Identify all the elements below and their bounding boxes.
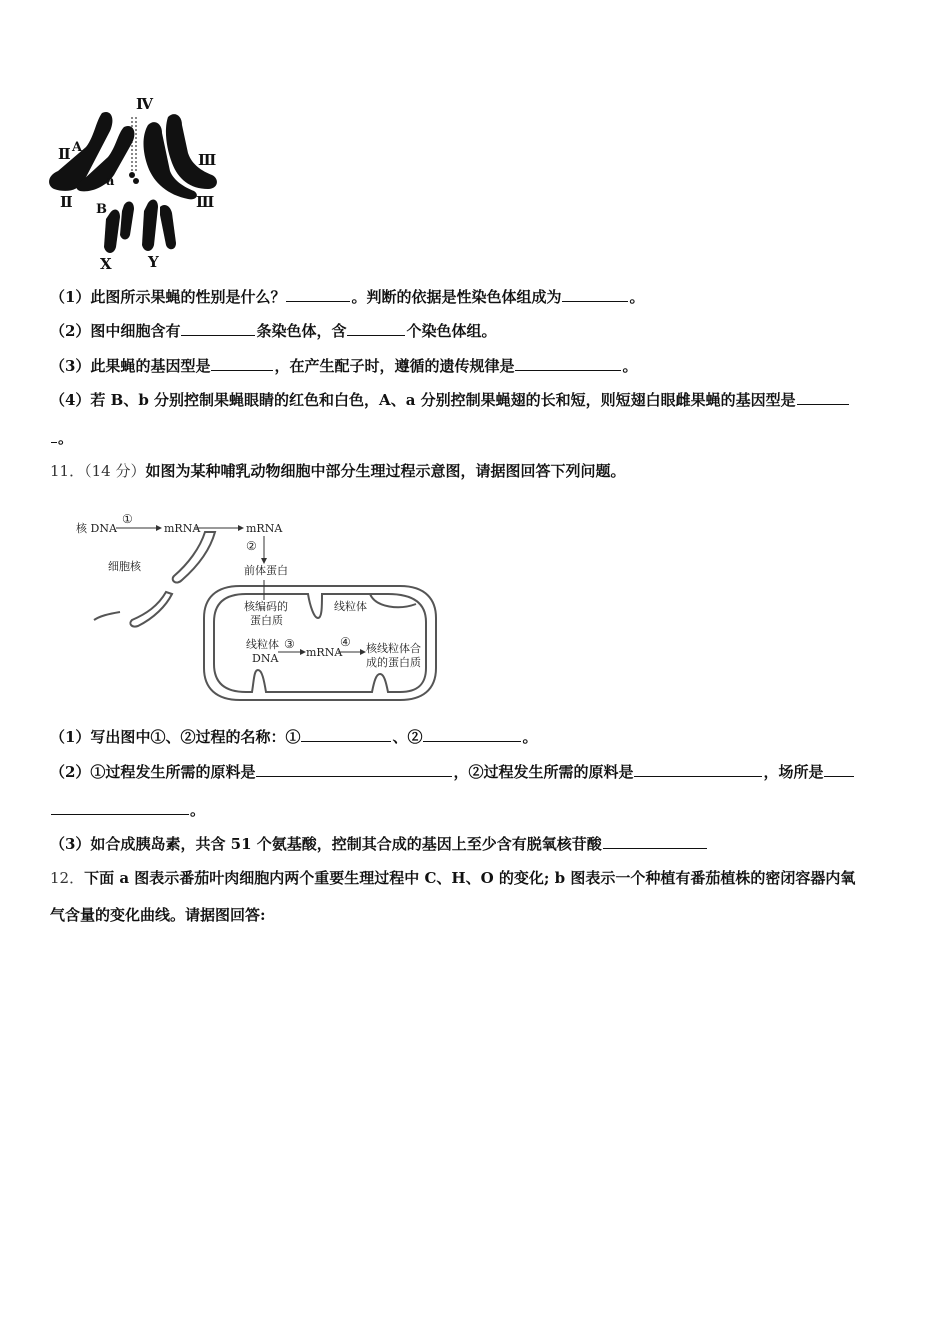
nuclear-dna-label: 核 DNA bbox=[76, 522, 117, 535]
mrna1-label: mRNA bbox=[164, 522, 201, 535]
q10-part1: （1）此图所示果蝇的性别是什么？ 。判断的依据是性染色体组成为 。 bbox=[50, 288, 645, 306]
chromosome-Y-left bbox=[142, 200, 158, 251]
q10-part3: （3）此果蝇的基因型是 ，在产生配子时，遵循的遗传规律是 。 bbox=[50, 357, 638, 375]
label-B: B bbox=[96, 202, 107, 217]
label-Y: Y bbox=[148, 253, 159, 271]
mito-dna-label-2: DNA bbox=[252, 652, 279, 665]
q11-part1: （1）写出图中①、②过程的名称：① 、② 。 bbox=[50, 728, 538, 746]
q11-part2-end: 。 bbox=[50, 799, 205, 820]
question-number: 12． bbox=[50, 869, 85, 887]
q12-stem-line2: 气含量的变化曲线。请据图回答: bbox=[50, 906, 266, 924]
chromosome-X-right bbox=[120, 202, 134, 240]
chromosome-Y-right bbox=[160, 205, 176, 249]
label-IV: Ⅳ bbox=[136, 95, 154, 113]
label-A: A bbox=[72, 140, 83, 155]
answer-blank[interactable] bbox=[51, 428, 57, 443]
answer-blank[interactable] bbox=[256, 762, 452, 777]
mito-protein-label-1: 核线粒体合 bbox=[366, 642, 421, 655]
answer-blank[interactable] bbox=[797, 390, 849, 405]
q11-part3: （3）如合成胰岛素，共含 51 个氨基酸，控制其合成的基因上至少含有脱氧核苷酸 bbox=[50, 833, 708, 854]
answer-blank[interactable] bbox=[51, 800, 189, 815]
mito-dna-label-1: 线粒体 bbox=[246, 638, 279, 651]
label-III-lower: Ⅲ bbox=[196, 193, 215, 211]
answer-blank[interactable] bbox=[603, 834, 707, 849]
answer-blank[interactable] bbox=[211, 356, 273, 371]
answer-blank[interactable] bbox=[301, 727, 391, 742]
q11-stem: 11．（14 分）如图为某种哺乳动物细胞中部分生理过程示意图，请据图回答下列问题。 bbox=[50, 462, 626, 480]
answer-blank[interactable] bbox=[562, 287, 628, 302]
label-a: a bbox=[106, 174, 115, 189]
q10-part4: （4）若 B、b 分别控制果蝇眼睛的红色和白色，A、a 分别控制果蝇翅的长和短，则短翅白眼雌果蝇的基因型是 bbox=[50, 389, 850, 410]
nuclear-envelope bbox=[173, 532, 215, 583]
q12-stem-line1: 12．下面 a 图表示番茄叶肉细胞内两个重要生理过程中 C、H、O 的变化; b 图表示一个种植有番茄植株的密闭容器内氧 bbox=[50, 869, 856, 887]
mito-label: 线粒体 bbox=[334, 600, 367, 613]
label-III-upper: Ⅲ bbox=[198, 151, 217, 169]
answer-blank[interactable] bbox=[423, 727, 521, 742]
answer-blank[interactable] bbox=[347, 321, 405, 336]
nuclear-encoded-label-2: 蛋白质 bbox=[250, 614, 283, 627]
question-number: 11．（14 分） bbox=[50, 462, 146, 480]
precursor-label: 前体蛋白 bbox=[244, 564, 288, 577]
answer-blank[interactable] bbox=[824, 762, 854, 777]
mito-protein-label-2: 成的蛋白质 bbox=[366, 656, 421, 669]
mrna3-label: mRNA bbox=[306, 646, 343, 659]
label-X: X bbox=[100, 255, 112, 273]
label-II-upper: Ⅱ bbox=[58, 145, 71, 163]
mitochondria-figure bbox=[70, 508, 450, 708]
q11-part2: （2）①过程发生所需的原料是 ，②过程发生所需的原料是 ，场所是 bbox=[50, 761, 855, 782]
nuclear-envelope bbox=[94, 612, 120, 620]
q10-part4-end: 。 bbox=[50, 427, 73, 448]
chromosome-IV-left bbox=[129, 172, 135, 178]
mrna2-label: mRNA bbox=[246, 522, 283, 535]
answer-blank[interactable] bbox=[181, 321, 255, 336]
answer-blank[interactable] bbox=[634, 762, 762, 777]
chromosome-IV-right bbox=[133, 178, 139, 184]
q10-part2: （2）图中细胞含有 条染色体，含 个染色体组。 bbox=[50, 322, 497, 340]
step2-label: ② bbox=[246, 539, 257, 553]
step3-label: ③ bbox=[284, 637, 295, 651]
step4-label: ④ bbox=[340, 635, 351, 649]
answer-blank[interactable] bbox=[286, 287, 350, 302]
step1-label: ① bbox=[122, 512, 133, 526]
answer-blank[interactable] bbox=[515, 356, 621, 371]
nuclear-encoded-label-1: 核编码的 bbox=[244, 600, 288, 613]
nucleus-label: 细胞核 bbox=[108, 560, 141, 573]
nuclear-envelope bbox=[130, 592, 172, 627]
label-II-lower: Ⅱ bbox=[60, 193, 73, 211]
chromosome-figure bbox=[44, 95, 229, 275]
